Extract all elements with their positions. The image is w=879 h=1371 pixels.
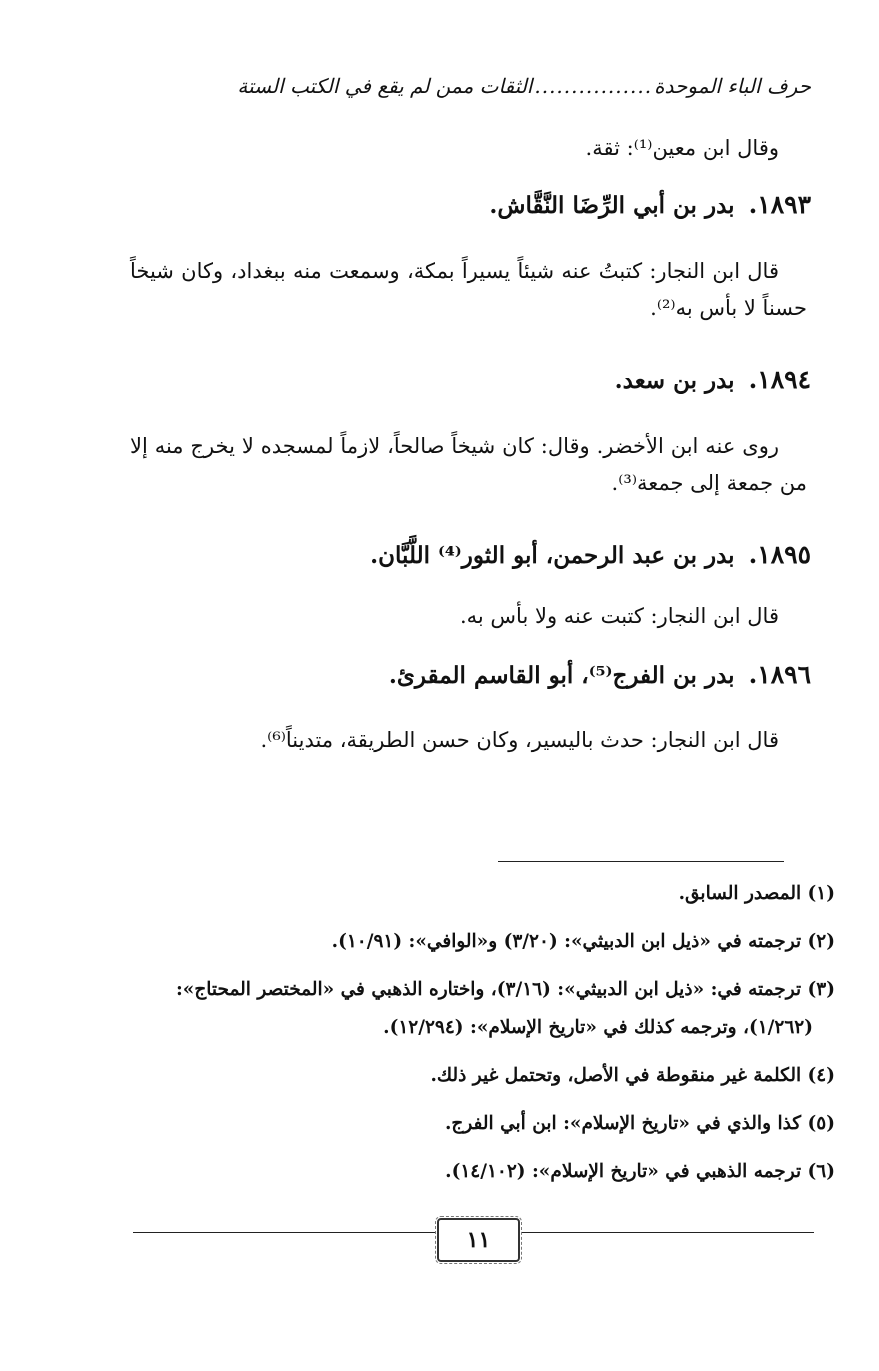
footnote-6: (٦) ترجمه الذهبي في «تاريخ الإسلام»: (١٤/١٠٢).: [445, 1161, 835, 1182]
footnote-1: (١) المصدر السابق.: [678, 883, 835, 904]
footnote-3: (٣) ترجمته في: «ذيل ابن الدبيثي»: (٣/١٦)، واختاره الذهبي في «المختصر المحتاج»:: [175, 979, 835, 1000]
entry-1893-text: قال ابن النجار: كتبتُ عنه شيئاً يسيراً بمكة، وسمعت منه ببغداد، وكان شيخاً حسناً لا بأس به⁽²⁾.: [130, 259, 807, 320]
entry-1894-text: روى عنه ابن الأخضر. وقال: كان شيخاً صالحاً، لازماً لمسجده لا يخرج منه إلا من جمعة إلى جمعة⁽³⁾.: [130, 434, 807, 495]
footnote-4: (٤) الكلمة غير منقوطة في الأصل، وتحتمل غير ذلك.: [430, 1065, 835, 1086]
footnote-3-continued: (١/٢٦٢)، وترجمه كذلك في «تاريخ الإسلام»: (١٢/٢٩٤).: [383, 1017, 813, 1038]
entry-number: ١٨٩٥.: [748, 540, 811, 569]
running-head-book-title: الثقات ممن لم يقع في الكتب الستة: [237, 74, 533, 98]
footnotes: [108, 878, 835, 1204]
entry-1895-text: قال ابن النجار: كتبت عنه ولا بأس به.: [459, 604, 779, 628]
footnote-separator: [498, 861, 784, 862]
entry-1894-heading: [120, 365, 811, 394]
entry-1896-text: قال ابن النجار: حدث باليسير، وكان حسن الطريقة، متديناً⁽⁶⁾.: [260, 728, 779, 752]
entry-number: ١٨٩٤.: [748, 365, 811, 394]
entry-1893-heading: [120, 190, 811, 219]
running-head: [150, 74, 811, 106]
entry-1896-heading: [120, 660, 811, 689]
entry-1895-heading: [120, 540, 811, 569]
entry-name: بدر بن سعد.: [614, 367, 735, 394]
entry-number: ١٨٩٦.: [748, 660, 811, 689]
entry-name: بدر بن عبد الرحمن، أبو الثور⁽⁴⁾ اللَّبَّان.: [370, 542, 735, 569]
previous-entry-tail: وقال ابن معين⁽¹⁾: ثقة.: [585, 136, 779, 160]
entry-number: ١٨٩٣.: [748, 190, 811, 219]
entry-name: بدر بن الفرج⁽⁵⁾، أبو القاسم المقرئ.: [388, 662, 735, 689]
footnote-5: (٥) كذا والذي في «تاريخ الإسلام»: ابن أبي الفرج.: [444, 1113, 835, 1134]
bottom-rule-right: [522, 1232, 814, 1233]
running-head-dots: ................: [534, 74, 653, 98]
bottom-rule-left: [133, 1232, 435, 1233]
entry-name: بدر بن أبي الرِّضَا النَّقَّاش.: [489, 192, 735, 219]
footnote-2: (٢) ترجمته في «ذيل ابن الدبيثي»: (٣/٢٠) و«الوافي»: (١٠/٩١).: [331, 931, 835, 952]
running-head-chapter: حرف الباء الموحدة: [654, 74, 811, 98]
page-number: ١١: [437, 1218, 520, 1262]
